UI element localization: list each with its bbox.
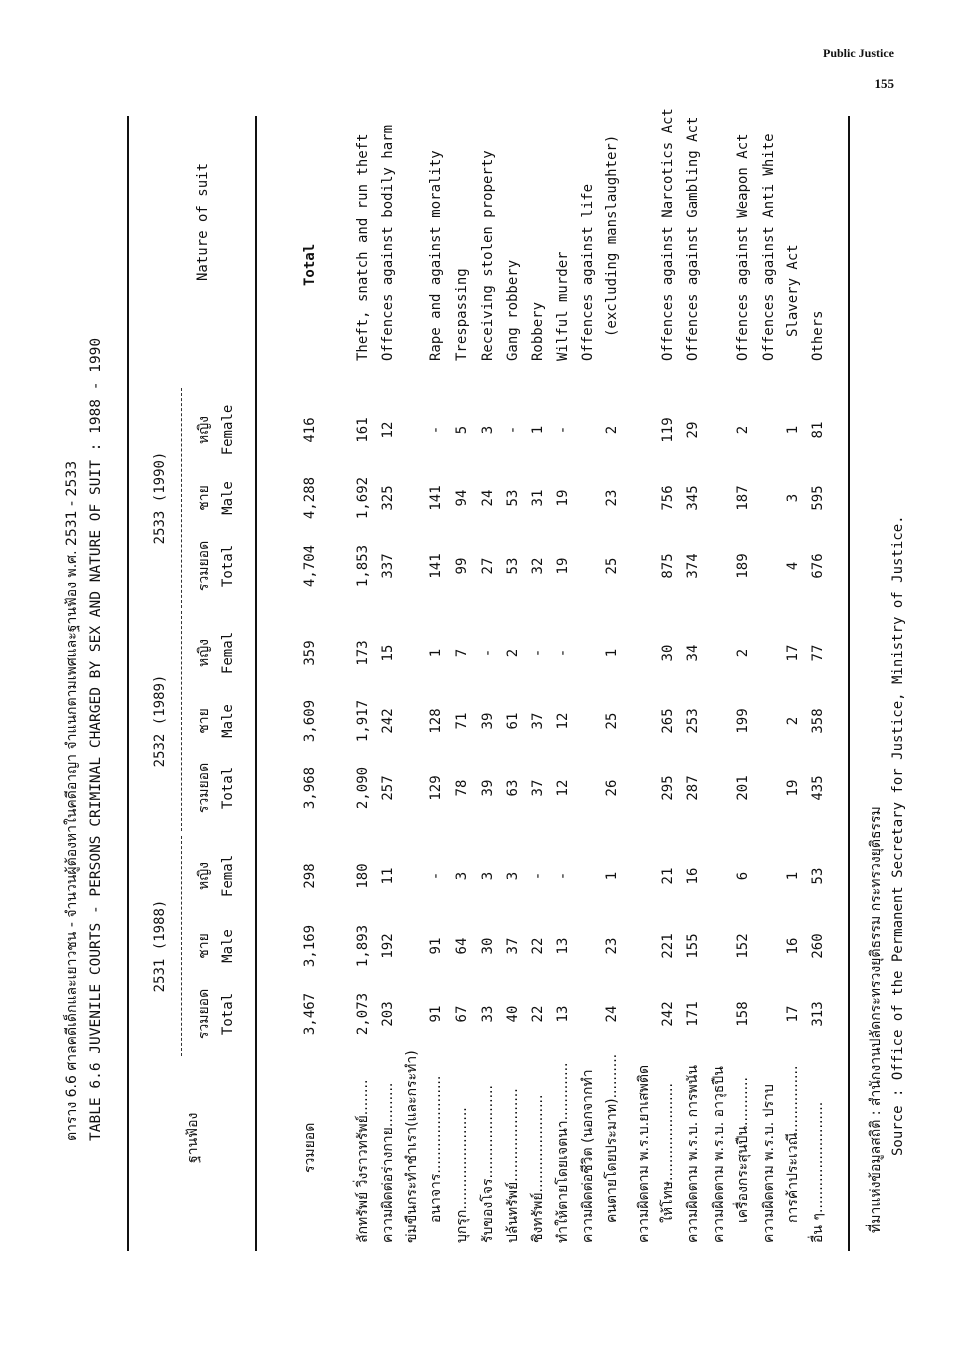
row-value-6-3: 37	[530, 779, 546, 797]
row-value-1-7: 325	[380, 485, 396, 511]
row-value-0-0: 2,073	[355, 992, 371, 1036]
row-label-english-2: Rape and against morality	[428, 150, 444, 361]
row-value-10-7: 345	[685, 485, 701, 511]
row-label-english-cont-8: (excluding manslaughter)	[604, 134, 620, 337]
row-value-5-2: 3	[505, 871, 521, 881]
sub-header-thai-7: ชาย	[196, 485, 212, 511]
source-english: Source : Office of the Permanent Secretary for Justice, Ministry of Justice.	[890, 515, 906, 1156]
row-value-13-4: 358	[810, 708, 826, 734]
row-value-13-0: 313	[810, 1001, 826, 1027]
row-value-0-6: 1,853	[355, 544, 371, 588]
row-value-1-0: 203	[380, 1001, 396, 1027]
row-label-thai-6: ชิงทรัพย์......................	[530, 1094, 546, 1243]
row-value-8-5: 1	[604, 648, 620, 658]
row-value-11-8: 2	[735, 425, 751, 435]
row-value-7-5: -	[555, 648, 571, 658]
row-value-4-8: 3	[480, 425, 496, 435]
row-value-4-4: 39	[480, 712, 496, 730]
row-value-10-4: 253	[685, 708, 701, 734]
sub-header-thai-2: หญิง	[196, 862, 212, 890]
row-value-5-3: 63	[505, 779, 521, 797]
row-value-10-6: 374	[685, 553, 701, 579]
sub-header-english-6: Total	[220, 544, 236, 588]
row-value-1-1: 192	[380, 933, 396, 959]
row-value-9-5: 30	[660, 644, 676, 662]
row-value-7-8: -	[555, 425, 571, 435]
column-header-english: Nature of suit	[195, 162, 211, 281]
row-value-8-0: 24	[604, 1005, 620, 1023]
sub-header-thai-5: หญิง	[196, 639, 212, 667]
row-label-english-8: Offences against life	[580, 183, 596, 361]
year-header-2: 2533 (1990)	[152, 451, 168, 545]
row-label-thai-cont-9: ให้โทษ......................	[660, 1083, 676, 1223]
section-header: Public Justice	[823, 46, 894, 60]
row-value-8-2: 1	[604, 871, 620, 881]
row-value-9-6: 875	[660, 553, 676, 579]
total-row-label-thai: รวมยอด	[302, 1122, 318, 1173]
row-label-thai-11: ความผิดตาม พ.ร.บ. อาวุธปืน	[711, 1066, 727, 1243]
row-value-13-8: 81	[810, 421, 826, 439]
row-value-9-7: 756	[660, 485, 676, 511]
row-value-5-1: 37	[505, 937, 521, 955]
row-value-0-5: 173	[355, 640, 371, 666]
row-value-8-1: 23	[604, 937, 620, 955]
row-value-7-6: 19	[555, 557, 571, 575]
row-value-3-6: 99	[454, 557, 470, 575]
year-underline-2	[181, 388, 182, 608]
row-label-thai-5: ปล้นทรัพย์.....................	[505, 1088, 521, 1243]
row-value-2-7: 141	[428, 485, 444, 511]
row-value-9-1: 221	[660, 933, 676, 959]
row-value-8-7: 23	[604, 489, 620, 507]
row-value-9-2: 21	[660, 867, 676, 885]
row-value-10-2: 16	[685, 867, 701, 885]
row-value-4-5: -	[480, 648, 496, 658]
row-label-english-4: Receiving stolen property	[480, 150, 496, 361]
row-value-5-5: 2	[505, 648, 521, 658]
row-value-6-0: 22	[530, 1005, 546, 1023]
row-value-11-2: 6	[735, 871, 751, 881]
sub-header-thai-8: หญิง	[196, 416, 212, 444]
row-label-thai-cont-11: เครื่องกระสุนปืน...........	[735, 1077, 751, 1223]
table-title-english: TABLE 6.6 JUVENILE COURTS - PERSONS CRIMINAL CHARGED BY SEX AND NATURE OF SUIT : 1988 - 1990	[88, 337, 104, 1141]
row-value-13-5: 77	[810, 644, 826, 662]
row-value-11-4: 199	[735, 708, 751, 734]
sub-header-english-8: Female	[220, 404, 236, 456]
row-value-11-3: 201	[735, 775, 751, 801]
row-value-0-4: 1,917	[355, 699, 371, 743]
row-value-12-5: 17	[785, 644, 801, 662]
row-label-english-10: Offences against Gambling Act	[685, 116, 701, 361]
row-value-3-4: 71	[454, 712, 470, 730]
row-label-thai-cont-12: การค้าประเวณี...............	[785, 1065, 801, 1223]
row-value-3-1: 64	[454, 937, 470, 955]
row-value-11-6: 189	[735, 553, 751, 579]
row-value-6-6: 32	[530, 557, 546, 575]
row-label-thai-10: ความผิดตาม พ.ร.บ. การพนัน	[685, 1065, 701, 1243]
sub-header-thai-4: ชาย	[196, 708, 212, 734]
row-value-2-8: -	[428, 425, 444, 435]
row-value-1-2: 11	[380, 867, 396, 885]
table-bottom-rule	[848, 116, 850, 1251]
sub-header-thai-1: ชาย	[196, 933, 212, 959]
row-label-english-9: Offences against Narcotics Act	[660, 108, 676, 361]
row-label-english-6: Robbery	[530, 301, 546, 361]
row-value-12-3: 19	[785, 779, 801, 797]
row-value-9-4: 265	[660, 708, 676, 734]
row-label-thai-7: ทำให้ตายโดยเจตนา.............	[555, 1062, 571, 1243]
row-value-4-1: 30	[480, 937, 496, 955]
row-value-0-7: 1,692	[355, 476, 371, 520]
row-value-0-8: 161	[355, 417, 371, 443]
row-value-8-3: 26	[604, 779, 620, 797]
table-top-rule	[127, 116, 129, 1251]
row-label-thai-cont-2: อนาจาร......................	[428, 1075, 444, 1223]
total-value-2: 298	[302, 863, 318, 889]
row-value-10-1: 155	[685, 933, 701, 959]
row-value-7-0: 13	[555, 1005, 571, 1023]
row-value-6-5: -	[530, 648, 546, 658]
row-label-english-0: Theft, snatch and run theft	[355, 133, 371, 361]
row-value-4-2: 3	[480, 871, 496, 881]
row-value-7-1: 13	[555, 937, 571, 955]
row-value-13-7: 595	[810, 485, 826, 511]
table-title-thai: ตาราง 6.6 ศาลคดีเด็กและเยาวชน - จำนวนผู้ต้องหาในคดีอาญา จำแนกตามเพศและฐานฟ้อง พ.ศ. 2531 - 2533	[64, 460, 80, 1141]
row-value-9-8: 119	[660, 417, 676, 443]
row-value-2-1: 91	[428, 937, 444, 955]
row-value-5-7: 53	[505, 489, 521, 507]
row-label-english-11: Offences against Weapon Act	[735, 133, 751, 361]
row-value-4-7: 24	[480, 489, 496, 507]
row-value-6-7: 31	[530, 489, 546, 507]
row-value-7-2: -	[555, 871, 571, 881]
row-value-7-4: 12	[555, 712, 571, 730]
row-value-0-2: 180	[355, 863, 371, 889]
row-label-english-cont-12: Slavery Act	[785, 244, 801, 337]
sub-header-english-0: Total	[220, 992, 236, 1036]
row-value-8-6: 25	[604, 557, 620, 575]
sub-header-english-7: Male	[220, 481, 236, 515]
total-value-8: 416	[302, 417, 318, 443]
row-value-11-0: 158	[735, 1001, 751, 1027]
total-value-1: 3,169	[302, 924, 318, 968]
row-value-11-5: 2	[735, 648, 751, 658]
sub-header-english-4: Male	[220, 704, 236, 738]
row-value-9-3: 295	[660, 775, 676, 801]
row-label-thai-1: ความผิดต่อร่างกาย..........	[380, 1082, 396, 1243]
sub-header-english-2: Femal	[220, 854, 236, 898]
total-row-label-english: Total	[302, 243, 318, 286]
source-thai: ที่มาแห่งข้อมูลสถิติ : สำนักงานปลัดกระทรวงยุติธรรม กระทรวงยุติธรรม	[868, 806, 884, 1233]
row-value-9-0: 242	[660, 1001, 676, 1027]
row-value-6-1: 22	[530, 937, 546, 955]
row-value-3-3: 78	[454, 779, 470, 797]
year-underline-0	[181, 836, 182, 1056]
row-label-thai-cont-8: คนตายโดยประมาท)..........	[604, 1053, 620, 1223]
row-label-thai-4: รับของโจร.....................	[480, 1085, 496, 1243]
row-value-4-3: 39	[480, 779, 496, 797]
sub-header-thai-3: รวมยอด	[196, 762, 212, 814]
row-value-1-4: 242	[380, 708, 396, 734]
row-value-5-4: 61	[505, 712, 521, 730]
row-label-english-1: Offences against bodily harm	[380, 124, 396, 361]
year-header-1: 2532 (1989)	[152, 674, 168, 768]
sub-header-thai-6: รวมยอด	[196, 540, 212, 592]
row-value-12-4: 2	[785, 716, 801, 726]
row-label-thai-12: ความผิดตาม พ.ร.บ. ปราบ	[761, 1084, 777, 1243]
row-value-1-6: 337	[380, 553, 396, 579]
row-value-3-7: 94	[454, 489, 470, 507]
row-value-13-2: 53	[810, 867, 826, 885]
row-label-thai-2: ข่มขืนกระทำชำเรา(และกระทำ)	[404, 1050, 420, 1243]
row-value-8-8: 2	[604, 425, 620, 435]
row-value-10-8: 29	[685, 421, 701, 439]
row-value-2-0: 91	[428, 1005, 444, 1023]
row-value-12-8: 1	[785, 425, 801, 435]
total-value-4: 3,609	[302, 699, 318, 743]
total-value-5: 359	[302, 640, 318, 666]
row-value-1-3: 257	[380, 775, 396, 801]
row-value-12-7: 3	[785, 493, 801, 503]
row-value-13-3: 435	[810, 775, 826, 801]
row-value-5-6: 53	[505, 557, 521, 575]
row-value-6-4: 37	[530, 712, 546, 730]
row-label-thai-8: ความผิดต่อชีวิต (นอกจากทำ	[580, 1069, 596, 1243]
row-value-7-7: 19	[555, 489, 571, 507]
row-value-5-0: 40	[505, 1005, 521, 1023]
row-label-english-3: Trespassing	[454, 268, 470, 361]
row-value-3-5: 7	[454, 648, 470, 658]
row-value-11-1: 152	[735, 933, 751, 959]
row-value-1-5: 15	[380, 644, 396, 662]
total-value-0: 3,467	[302, 992, 318, 1036]
total-value-3: 3,968	[302, 766, 318, 810]
row-label-thai-3: บุกรุก.......................	[454, 1107, 470, 1243]
row-value-4-0: 33	[480, 1005, 496, 1023]
row-label-english-5: Gang robbery	[505, 259, 521, 361]
row-value-4-6: 27	[480, 557, 496, 575]
row-value-2-6: 141	[428, 553, 444, 579]
row-value-12-0: 17	[785, 1005, 801, 1023]
page-number: 155	[874, 76, 894, 91]
total-value-7: 4,288	[302, 476, 318, 520]
row-label-thai-0: ลักทรัพย์ วิ่งราวทรัพย์........	[355, 1079, 371, 1243]
row-value-12-6: 4	[785, 561, 801, 571]
row-value-13-1: 260	[810, 933, 826, 959]
row-value-10-0: 171	[685, 1001, 701, 1027]
row-value-5-8: -	[505, 425, 521, 435]
row-value-3-2: 3	[454, 871, 470, 881]
row-value-2-2: -	[428, 871, 444, 881]
row-label-english-13: Others	[810, 310, 826, 361]
row-label-thai-9: ความผิดตาม พ.ร.บ.ยาเสพติด	[636, 1064, 652, 1243]
sub-header-thai-0: รวมยอด	[196, 988, 212, 1040]
row-value-2-5: 1	[428, 648, 444, 658]
row-value-6-2: -	[530, 871, 546, 881]
row-label-english-7: Wilful murder	[555, 251, 571, 361]
total-value-6: 4,704	[302, 544, 318, 588]
row-value-8-4: 25	[604, 712, 620, 730]
sub-header-english-1: Male	[220, 929, 236, 963]
row-value-0-1: 1,893	[355, 924, 371, 968]
row-value-10-5: 34	[685, 644, 701, 662]
column-header-thai: ฐานฟ้อง	[185, 1112, 201, 1163]
sub-header-english-5: Femal	[220, 631, 236, 675]
header-bottom-rule	[255, 116, 257, 1251]
row-value-10-3: 287	[685, 775, 701, 801]
row-value-13-6: 676	[810, 553, 826, 579]
row-value-0-3: 2,090	[355, 766, 371, 810]
row-value-3-0: 67	[454, 1005, 470, 1023]
sub-header-english-3: Total	[220, 766, 236, 810]
row-label-english-12: Offences against Anti White	[761, 133, 777, 361]
row-value-1-8: 12	[380, 421, 396, 439]
row-value-11-7: 187	[735, 485, 751, 511]
row-value-7-3: 12	[555, 779, 571, 797]
row-value-12-1: 16	[785, 937, 801, 955]
row-value-6-8: 1	[530, 425, 546, 435]
row-value-12-2: 1	[785, 871, 801, 881]
year-header-0: 2531 (1988)	[152, 899, 168, 993]
row-value-3-8: 5	[454, 425, 470, 435]
row-value-2-3: 129	[428, 775, 444, 801]
year-underline-1	[181, 611, 182, 831]
row-value-2-4: 128	[428, 708, 444, 734]
row-label-thai-13: อื่น ๆ.........................	[810, 1101, 826, 1243]
